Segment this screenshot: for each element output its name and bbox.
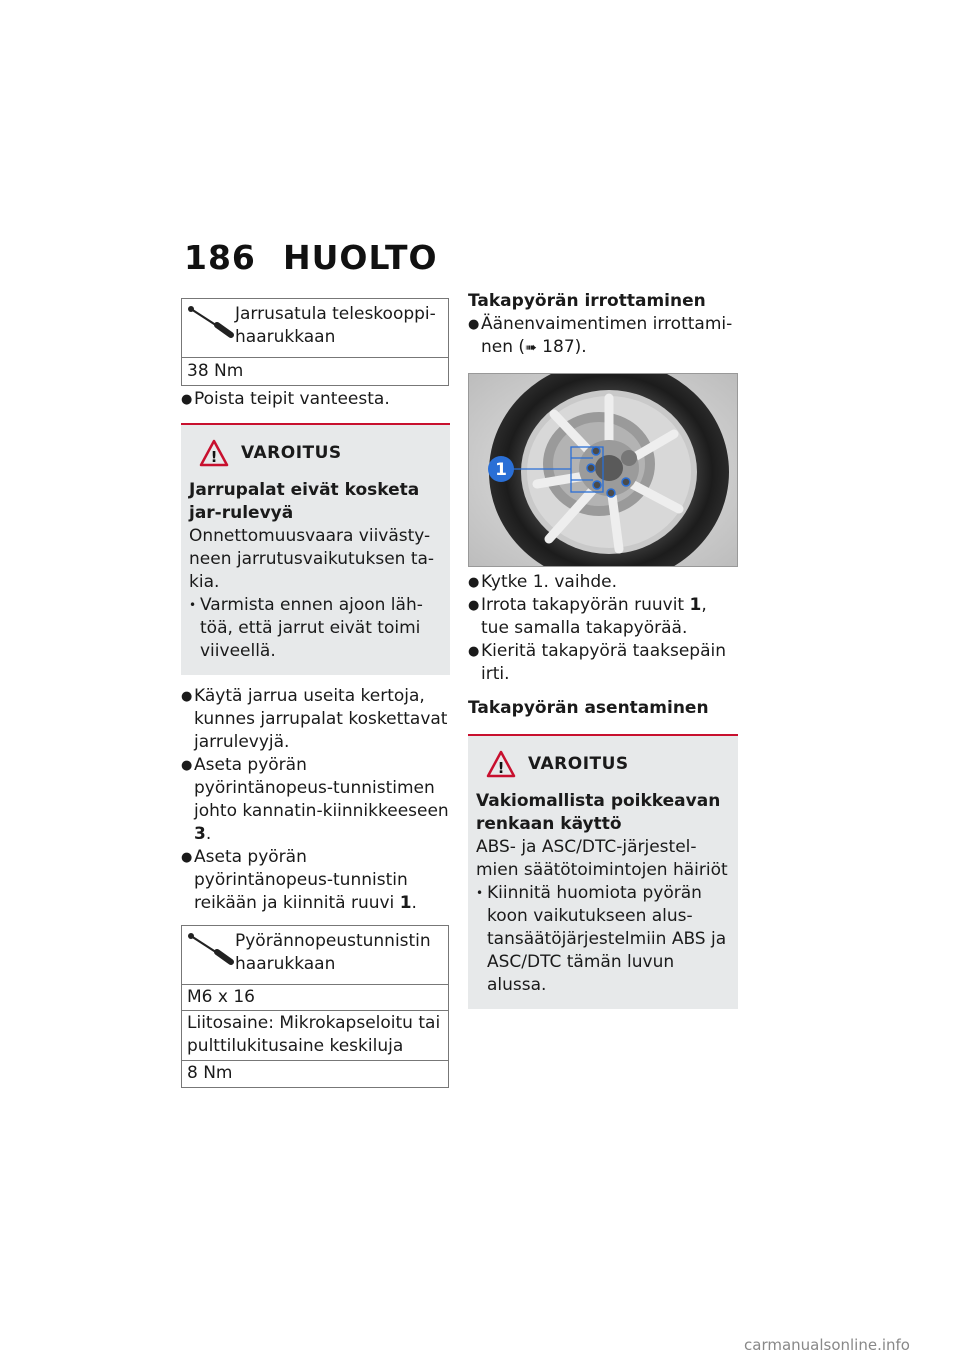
warning-header — [486, 750, 730, 778]
bullet-icon: ● — [181, 758, 193, 773]
torque-table-row: M6 x 16 — [181, 985, 449, 1011]
rear-wheel-photo — [468, 373, 738, 567]
rear-wheel-illustration — [469, 374, 737, 566]
warning-instruction: • Kiinnitä huomiota pyörän koon vaikutukseen alus-tansäätöjärjestelmiin ABS ja ASC/DTC tämän luvun alussa. — [476, 883, 727, 995]
torque-table-header — [181, 299, 449, 358]
bullet-icon: • — [476, 886, 484, 900]
bullet-icon: ● — [181, 689, 193, 704]
chapter-title: HUOLTO — [283, 238, 438, 277]
list-item: ● Äänenvaimentimen irrottami-nen (➠ 187). — [468, 313, 738, 360]
list-item: ● Aseta pyörän pyörintänopeus-tunnistin reikään ja kiinnitä ruuvi 1. — [181, 847, 417, 913]
torque-wrench-icon — [187, 305, 235, 345]
cross-reference-arrow-icon: ➠ — [525, 340, 537, 356]
warning-heading: Jarrupalat eivät kosketa jar-rulevyä — [189, 480, 420, 523]
bullet-icon: ● — [468, 598, 480, 613]
page-number: 186 — [184, 238, 256, 277]
warning-box — [181, 423, 450, 675]
warning-label: VAROITUS — [241, 442, 342, 463]
bullet-icon: ● — [181, 392, 193, 407]
list-item: ● Poista teipit vanteesta. — [181, 389, 390, 409]
section-title: Takapyörän irrottaminen — [468, 291, 706, 311]
svg-text:!: ! — [497, 759, 505, 777]
torque-table-header — [181, 926, 449, 985]
reference-number: 3 — [194, 824, 206, 844]
warning-instruction: • Varmista ennen ajoon läh-töä, että jarrut eivät toimi viiveellä. — [189, 595, 423, 661]
watermark: carmanualsonline.info — [744, 1336, 910, 1354]
list-item: ● Irrota takapyörän ruuvit 1, tue samalla takapyörää. — [468, 595, 707, 638]
torque-wrench-icon — [187, 932, 235, 972]
torque-table-row: Liitosaine: Mikrokapseloitu tai pulttilukitusaine keskiluja — [181, 1011, 449, 1061]
list-item: ● Kytke 1. vaihde. — [468, 572, 617, 592]
list-item: ● Kieritä takapyörä taaksepäin irti. — [468, 641, 727, 684]
svg-text:!: ! — [210, 448, 218, 466]
warning-label: VAROITUS — [528, 753, 629, 774]
bullet-icon: ● — [468, 644, 480, 659]
section-title: Takapyörän asentaminen — [468, 698, 709, 718]
bullet-icon: ● — [468, 575, 480, 590]
photo-callout-number: 1 — [495, 460, 507, 480]
reference-number: 1 — [399, 893, 412, 913]
torque-value: 8 Nm — [181, 1061, 449, 1088]
warning-body: ABS- ja ASC/DTC-järjestel-mien säätötoimintojen häiriöt — [476, 837, 728, 880]
right-column — [468, 290, 738, 1009]
bullet-icon: ● — [468, 317, 480, 332]
left-column — [181, 298, 450, 1088]
list-item: ● Aseta pyörän pyörintänopeus-tunnistimen johto kannatin-kiinnikkeeseen 3. — [181, 755, 449, 844]
warning-body: Onnettomuusvaara viivästy-neen jarrutusvaikutuksen ta-kia. — [189, 526, 435, 592]
torque-table-sensor — [181, 925, 449, 1088]
bullet-icon: ● — [181, 850, 193, 865]
torque-table-title: Pyörännopeustunnistin haarukkaan — [235, 931, 431, 974]
torque-table-caliper — [181, 298, 449, 386]
reference-number: 1 — [689, 595, 702, 615]
warning-triangle-icon — [199, 439, 229, 467]
warning-header — [199, 439, 442, 467]
warning-triangle-icon — [486, 750, 516, 778]
warning-box — [468, 734, 738, 1009]
bullet-icon: • — [189, 598, 197, 612]
torque-table-title: Jarrusatula teleskooppi-haarukkaan — [235, 304, 436, 347]
torque-value: 38 Nm — [181, 358, 449, 386]
list-item: ● Käytä jarrua useita kertoja, kunnes jarrupalat koskettavat jarrulevyjä. — [181, 686, 448, 752]
warning-heading: Vakiomallista poikkeavan renkaan käyttö — [476, 791, 721, 834]
